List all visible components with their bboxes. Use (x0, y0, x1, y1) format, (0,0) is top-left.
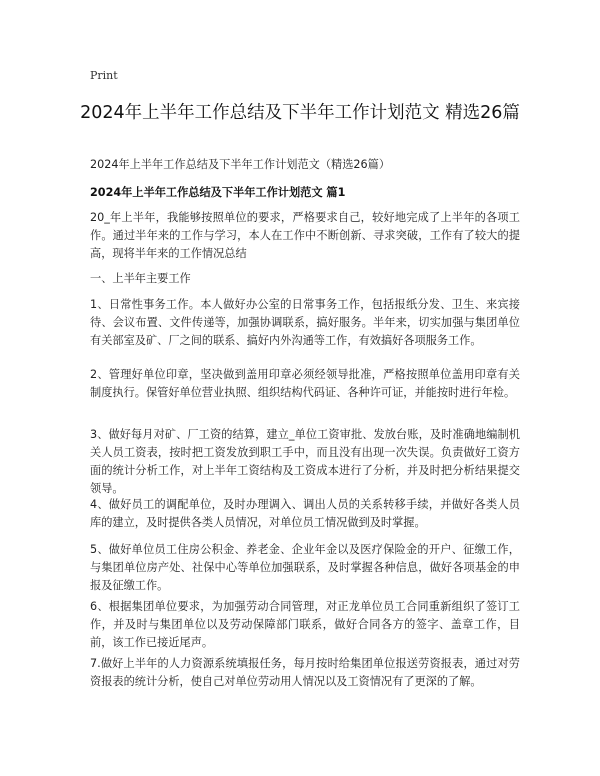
paragraph-item-3: 3、做好每月对矿、厂工资的结算，建立_单位工资审批、发放台账，及时准确地编制机关人员工资表，按时把工资发放到职工手中，而且没有出现一次失误。负责做好工资方面的统计分析工作，对上半年工资结构及工资成本进行了分析，并及时把分析结果提交领导。 (90, 428, 520, 495)
paragraph-item-7: 7.做好上半年的人力资源系统填报任务，每月按时给集团单位报送劳资报表，通过对劳资报表的统计分析，使自己对单位劳动用人情况以及工资情况有了更深的了解。 (90, 657, 520, 688)
document-title: 2024年上半年工作总结及下半年工作计划范文 精选26篇 (80, 103, 520, 123)
paragraph-item-6: 6、根据集团单位要求，为加强劳动合同管理，对正龙单位员工合同重新组织了签订工作，并及时与集团单位以及劳动保障部门联系，做好合同各方的签字、盖章工作，目前，该工作已接近尾声。 (90, 600, 520, 649)
paragraph-heading-main-work: 一、上半年主要工作 (90, 272, 191, 285)
paragraph-item-1: 1、日常性事务工作。本人做好办公室的日常事务工作，包括报纸分发、卫生、来宾接待、会议布置、文件传递等，加强协调联系，搞好服务。半年来，切实加强与集团单位有关部室及矿、厂之间的联系、搞好内外沟通等工作，有效搞好各项服务工作。 (90, 298, 520, 347)
paragraph-intro: 20_年上半年，我能够按照单位的要求，严格要求自己，较好地完成了上半年的各项工作。通过半年来的工作与学习，本人在工作中不断创新、寻求突破，工作有了较大的提高，现将半年来的工作情况总结 (90, 211, 520, 260)
section-heading: 2024年上半年工作总结及下半年工作计划范文 篇1 (90, 186, 346, 199)
document-subtitle: 2024年上半年工作总结及下半年工作计划范文（精选26篇） (90, 158, 391, 171)
paragraph-item-4: 4、做好员工的调配单位，及时办理调入、调出人员的关系转移手续，并做好各类人员库的建立，及时提供各类人员情况，对单位员工情况做到及时掌握。 (90, 498, 520, 529)
paragraph-item-5: 5、做好单位员工住房公积金、养老金、企业年金以及医疗保险金的开户、征缴工作，与集团单位房产处、社保中心等单位加强联系，及时掌握各种信息，做好各项基金的申报及征缴工作。 (90, 543, 520, 592)
print-link[interactable]: Print (90, 69, 118, 82)
paragraph-item-2: 2、管理好单位印章，坚决做到盖用印章必须经领导批准，严格按照单位盖用印章有关制度执行。保管好单位营业执照、组织结构代码证、各种许可证，并能按时进行年检。 (90, 368, 520, 399)
